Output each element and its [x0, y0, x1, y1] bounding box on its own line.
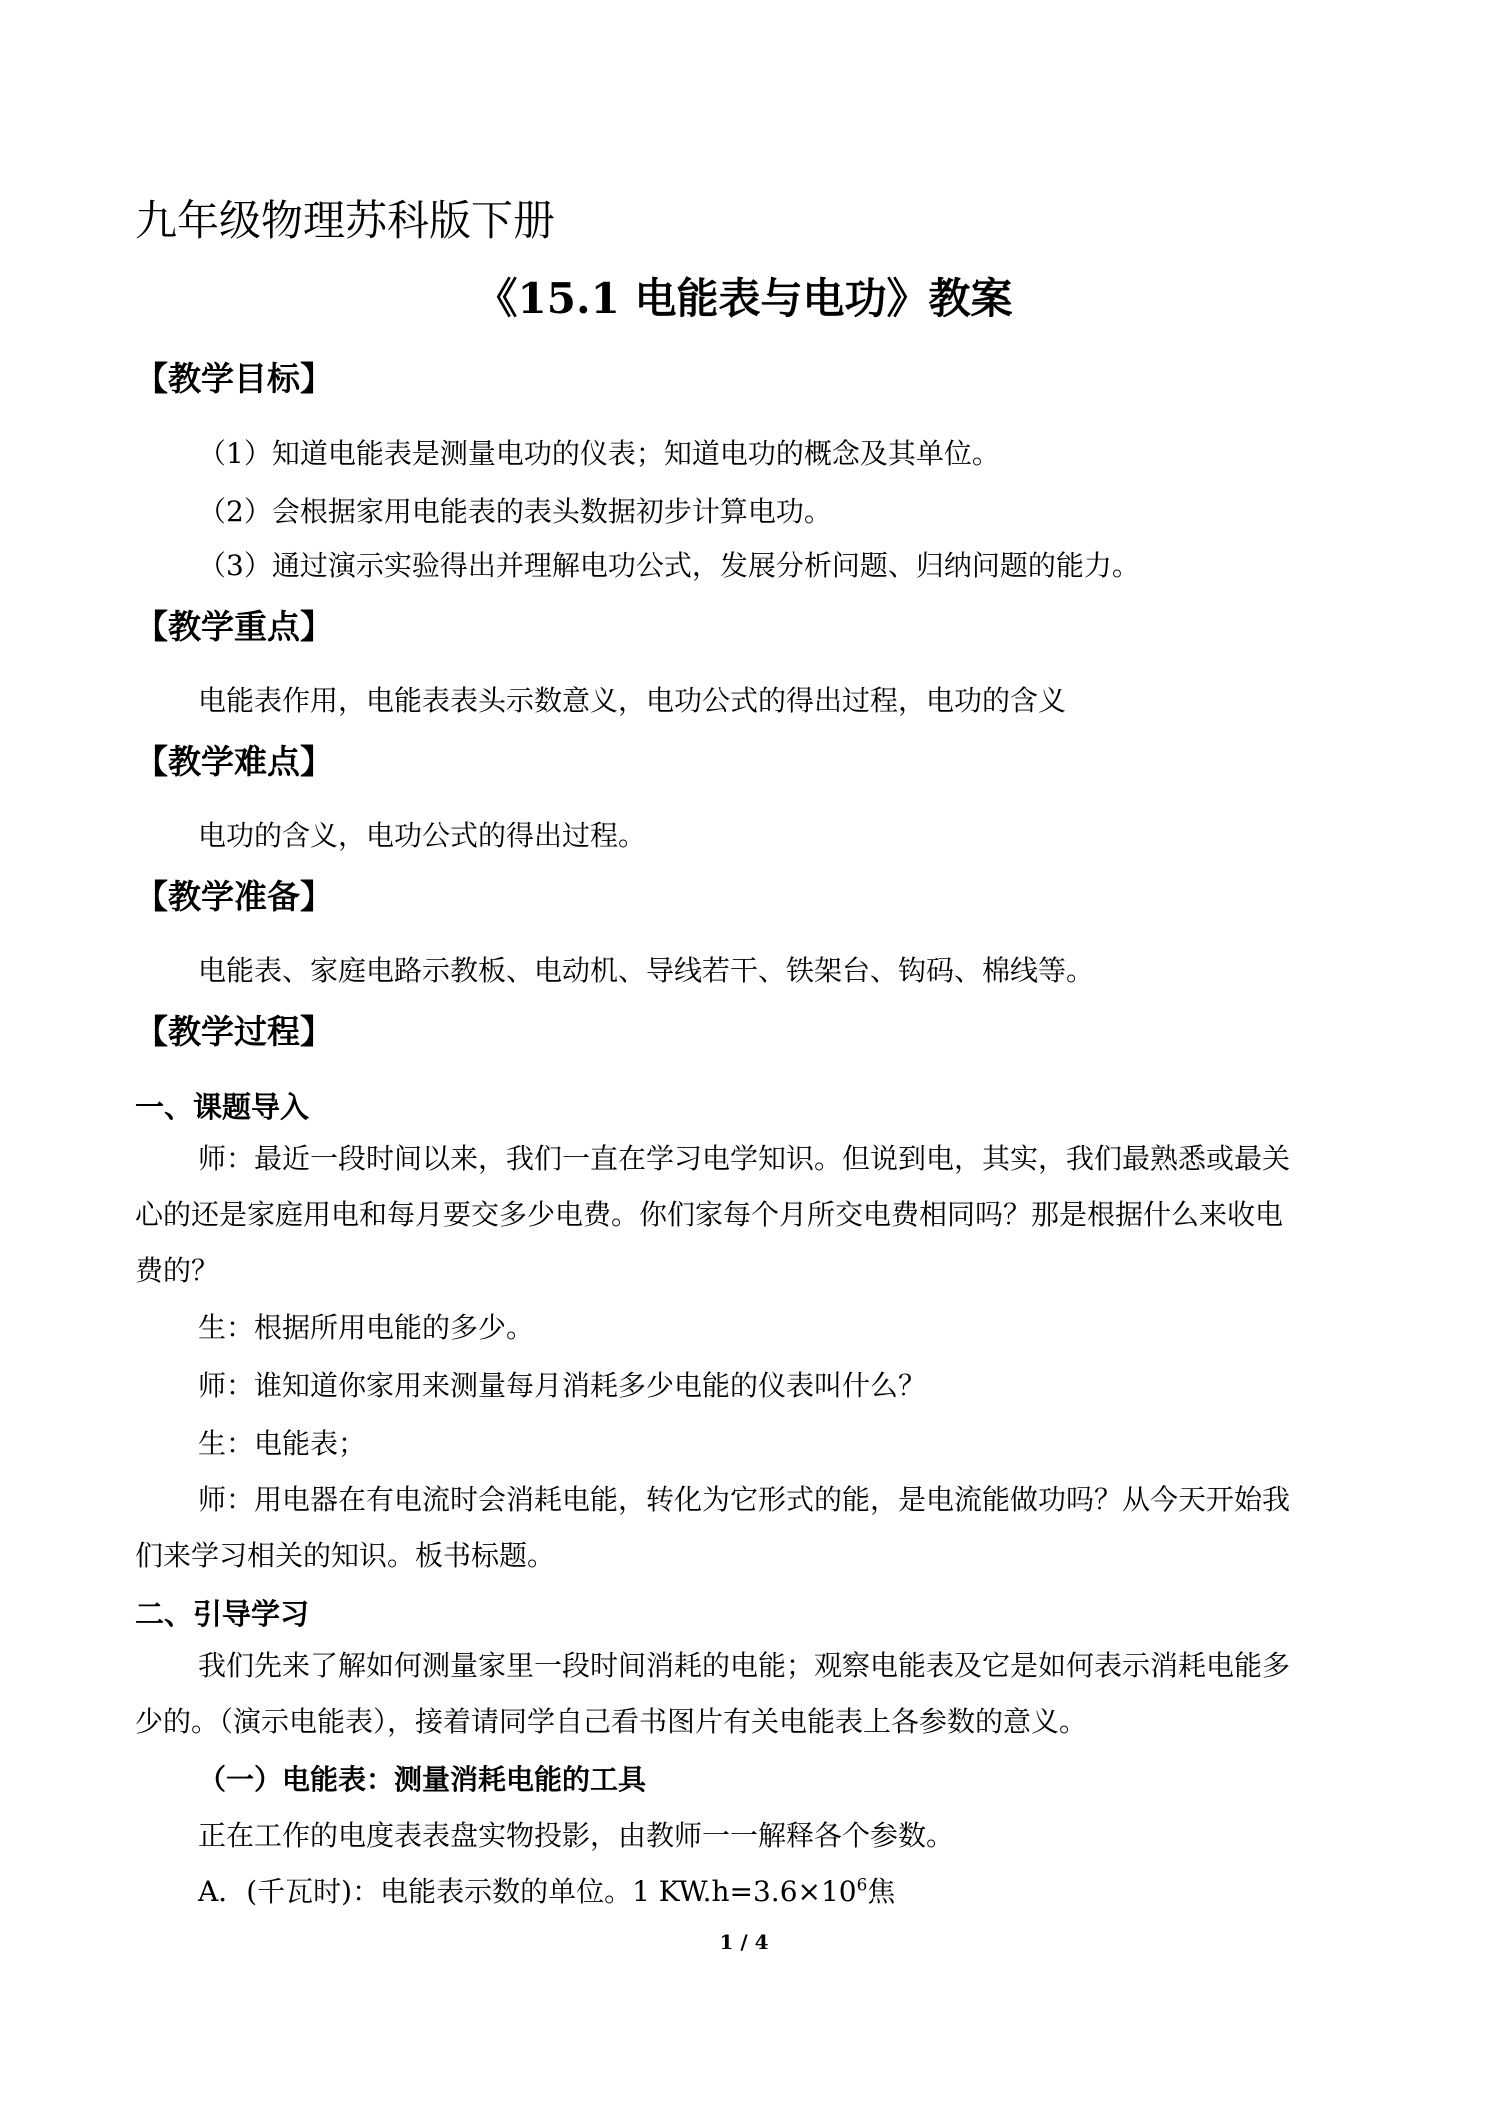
part1-p5-line2: 们来学习相关的知识。板书标题。 [135, 1539, 556, 1572]
part2-p1-line2: 少的。（演示电能表），接着请同学自己看书图片有关电能表上各参数的意义。 [135, 1705, 1088, 1738]
part2-heading: 二、引导学习 [135, 1597, 310, 1631]
difficulties-text: 电功的含义，电功公式的得出过程。 [198, 819, 647, 852]
part2-p3-exponent: 6 [856, 1874, 868, 1895]
part2-p3 [198, 1874, 896, 1908]
page-number: 1 / 4 [719, 1930, 769, 1954]
part2-p1-line1: 我们先来了解如何测量家里一段时间消耗的电能；观察电能表及它是如何表示消耗电能多 [198, 1649, 1291, 1682]
goal-item-3: （3）通过演示实验得出并理解电功公式，发展分析问题、归纳问题的能力。 [198, 549, 1140, 582]
part2-sub1-heading: （一）电能表：测量消耗电能的工具 [198, 1763, 647, 1796]
part2-p2: 正在工作的电度表表盘实物投影，由教师一一解释各个参数。 [198, 1819, 955, 1852]
doc-header: 九年级物理苏科版下册 [135, 196, 556, 245]
goal-item-1: （1）知道电能表是测量电功的仪表；知道电功的概念及其单位。 [198, 437, 1000, 470]
part2-p3-suffix: 焦 [867, 1875, 896, 1908]
part1-p4: 生：电能表； [198, 1427, 367, 1460]
section-heading-preparation: 【教学准备】 [135, 877, 333, 916]
goal-item-2: （2）会根据家用电能表的表头数据初步计算电功。 [198, 495, 832, 528]
part1-p1-line2: 心的还是家庭用电和每月要交多少电费。你们家每个月所交电费相同吗？那是根据什么来收电 [135, 1198, 1284, 1231]
part1-p1-line3: 费的？ [135, 1254, 220, 1287]
part1-heading: 一、课题导入 [135, 1090, 310, 1124]
part1-p5-line1: 师：用电器在有电流时会消耗电能，转化为它形式的能，是电流能做功吗？从今天开始我 [198, 1483, 1291, 1516]
part2-p3-prefix: A．(千瓦时)：电能表示数的单位。1 KW.h=3.6×10 [198, 1875, 857, 1908]
section-heading-goals: 【教学目标】 [135, 359, 333, 398]
section-heading-difficulties: 【教学难点】 [135, 742, 333, 781]
preparation-text: 电能表、家庭电路示教板、电动机、导线若干、铁架台、钩码、棉线等。 [198, 954, 1095, 987]
section-heading-key-points: 【教学重点】 [135, 607, 333, 646]
part1-p1-line1: 师：最近一段时间以来，我们一直在学习电学知识。但说到电，其实，我们最熟悉或最关 [198, 1142, 1291, 1175]
section-heading-process: 【教学过程】 [135, 1012, 333, 1051]
part1-p3: 师：谁知道你家用来测量每月消耗多少电能的仪表叫什么？ [198, 1369, 927, 1402]
doc-title: 《15.1 电能表与电功》教案 [475, 274, 1013, 323]
part1-p2: 生：根据所用电能的多少。 [198, 1311, 535, 1344]
key-points-text: 电能表作用，电能表表头示数意义，电功公式的得出过程，电功的含义 [198, 684, 1067, 717]
